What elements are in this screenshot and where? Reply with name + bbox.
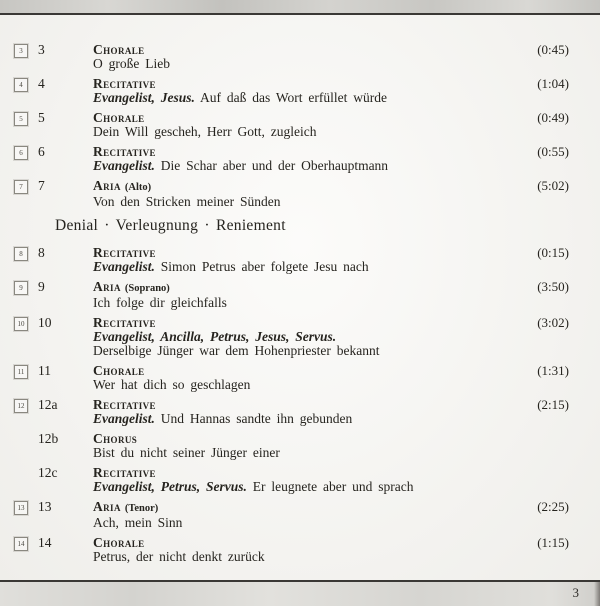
track-duration: (1:31): [537, 363, 569, 378]
track-subtitle-line: [93, 480, 503, 494]
subtitle-text: Ich folge dir gleichfalls: [93, 295, 227, 310]
track-duration: (0:49): [537, 110, 569, 125]
track-duration: (3:50): [537, 279, 569, 294]
track-number: 11: [38, 363, 51, 378]
track-voice-qualifier: (Tenor): [124, 503, 159, 514]
track-main: [93, 535, 503, 564]
track-main: [93, 178, 503, 209]
track-title-line: [93, 315, 503, 330]
subtitle-text: Auf daß das Wort erfüllet würde: [194, 90, 388, 105]
track-title: Aria: [93, 499, 121, 514]
cd-index-box: 12: [14, 399, 28, 413]
track-duration: (1:04): [537, 76, 569, 91]
track-title: Chorus: [93, 431, 138, 446]
track-row: [0, 110, 600, 139]
track-row: [0, 279, 600, 310]
index-box-cell: [14, 397, 38, 413]
track-duration: (3:02): [537, 315, 569, 330]
track-subtitle-line: [93, 446, 503, 460]
speaker-names: Evangelist, Petrus, Servus.: [93, 479, 247, 494]
cd-index-box: 11: [14, 365, 28, 379]
track-subtitle-line: [93, 330, 503, 344]
track-voice-qualifier: (Alto): [124, 182, 152, 193]
track-duration: (1:15): [537, 535, 569, 550]
track-number: 8: [38, 245, 45, 260]
cd-index-box: 6: [14, 146, 28, 160]
index-box-cell: [14, 431, 38, 447]
subtitle-text: Und Hannas sandte ihn gebunden: [154, 411, 353, 426]
index-box-cell: [14, 245, 38, 261]
track-subtitle-line: [93, 125, 503, 139]
track-title-line: [93, 499, 503, 516]
track-title-line: [93, 42, 503, 57]
track-title: Recitative: [93, 245, 156, 260]
track-number: 12c: [38, 465, 58, 480]
track-row: [0, 499, 600, 530]
subtitle-text: Petrus, der nicht denkt zurück: [93, 549, 265, 564]
cd-index-box: 10: [14, 317, 28, 331]
track-duration: (2:15): [537, 397, 569, 412]
index-box-cell: [14, 76, 38, 92]
cd-index-box: 14: [14, 537, 28, 551]
track-title-line: [93, 279, 503, 296]
track-number: 9: [38, 279, 45, 294]
cd-index-box: 8: [14, 247, 28, 261]
track-title: Aria: [93, 178, 121, 193]
track-subtitle-line: [93, 57, 503, 71]
track-title: Recitative: [93, 144, 156, 159]
index-box-cell: [14, 363, 38, 379]
track-subtitle-line: [93, 195, 503, 209]
index-box-cell: [14, 110, 38, 126]
track-number: 12a: [38, 397, 58, 412]
page-number: 3: [572, 585, 579, 600]
track-subtitle-line: [93, 516, 503, 530]
track-title-line: [93, 431, 503, 446]
track-number: 10: [38, 315, 52, 330]
subtitle-text: Derselbige Jünger war dem Hohenpriester bekannt: [93, 343, 380, 358]
track-row: [0, 76, 600, 105]
track-main: [93, 397, 503, 426]
speaker-names: Evangelist.: [93, 259, 155, 274]
track-main: [93, 499, 503, 530]
track-main: [93, 363, 503, 392]
track-main: [93, 144, 503, 173]
track-title-line: [93, 397, 503, 412]
track-title-line: [93, 76, 503, 91]
track-number: 5: [38, 110, 45, 125]
track-duration: (2:25): [537, 499, 569, 514]
speaker-names: Evangelist, Jesus.: [93, 90, 195, 105]
track-main: [93, 42, 503, 71]
track-row: [0, 431, 600, 460]
track-subtitle-line: [93, 159, 503, 173]
section-heading: Denial · Verleugnung · Reniement: [55, 217, 286, 234]
subtitle-text: Von den Stricken meiner Sünden: [93, 194, 281, 209]
subtitle-text: Er leugnete aber und sprach: [246, 479, 414, 494]
track-title-line: [93, 363, 503, 378]
subtitle-text: Die Schar aber und der Oberhauptmann: [154, 158, 389, 173]
track-number: 3: [38, 42, 45, 57]
index-box-cell: [14, 144, 38, 160]
track-subtitle-line: [93, 344, 503, 358]
track-subtitle-line: [93, 550, 503, 564]
top-rule: [0, 13, 600, 15]
cd-index-box: 13: [14, 501, 28, 515]
index-box-cell: [14, 535, 38, 551]
track-subtitle-line: [93, 412, 503, 426]
track-title: Chorale: [93, 110, 145, 125]
track-title: Recitative: [93, 397, 156, 412]
track-title: Aria: [93, 279, 121, 294]
cd-index-box: 4: [14, 78, 28, 92]
track-main: [93, 315, 503, 358]
index-box-cell: [14, 465, 38, 481]
track-subtitle-line: [93, 260, 503, 274]
subtitle-text: Bist du nicht seiner Jünger einer: [93, 445, 280, 460]
track-duration: (0:55): [537, 144, 569, 159]
subtitle-text: O große Lieb: [93, 56, 170, 71]
subtitle-text: Simon Petrus aber folgete Jesu nach: [154, 259, 369, 274]
track-title: Recitative: [93, 465, 156, 480]
speaker-names: Evangelist.: [93, 158, 155, 173]
speaker-names: Evangelist, Ancilla, Petrus, Jesus, Servus.: [93, 329, 337, 344]
track-title-line: [93, 465, 503, 480]
index-box-cell: [14, 178, 38, 194]
track-row: [0, 535, 600, 564]
track-number: 13: [38, 499, 52, 514]
index-box-cell: [14, 279, 38, 295]
track-title-line: [93, 178, 503, 195]
track-main: [93, 431, 503, 460]
index-box-cell: [14, 499, 38, 515]
track-row: [0, 397, 600, 426]
track-title: Recitative: [93, 315, 156, 330]
track-row: [0, 363, 600, 392]
track-title-line: [93, 535, 503, 550]
track-row: [0, 315, 600, 358]
track-main: [93, 465, 503, 494]
track-title-line: [93, 245, 503, 260]
subtitle-text: Ach, mein Sinn: [93, 515, 183, 530]
track-title: Chorale: [93, 363, 145, 378]
track-row: [0, 178, 600, 209]
subtitle-text: Dein Will gescheh, Herr Gott, zugleich: [93, 124, 317, 139]
track-number: 6: [38, 144, 45, 159]
subtitle-text: Wer hat dich so geschlagen: [93, 377, 251, 392]
track-title: Chorale: [93, 535, 145, 550]
track-subtitle-line: [93, 378, 503, 392]
track-number: 12b: [38, 431, 59, 446]
track-row: [0, 245, 600, 274]
track-title: Chorale: [93, 42, 145, 57]
track-title-line: [93, 144, 503, 159]
track-subtitle-line: [93, 296, 503, 310]
track-duration: (0:45): [537, 42, 569, 57]
cd-index-box: 3: [14, 44, 28, 58]
cd-index-box: 7: [14, 180, 28, 194]
index-box-cell: [14, 42, 38, 58]
cd-index-box: 9: [14, 281, 28, 295]
track-voice-qualifier: (Soprano): [124, 283, 170, 294]
track-row: [0, 42, 600, 71]
track-title-line: [93, 110, 503, 125]
track-main: [93, 110, 503, 139]
track-main: [93, 245, 503, 274]
track-subtitle-line: [93, 91, 503, 105]
scan-edge-bottom: [0, 582, 600, 606]
track-duration: (5:02): [537, 178, 569, 193]
track-number: 4: [38, 76, 45, 91]
track-title: Recitative: [93, 76, 156, 91]
track-main: [93, 76, 503, 105]
scan-shadow-right: [594, 582, 600, 606]
track-duration: (0:15): [537, 245, 569, 260]
track-row: [0, 465, 600, 494]
speaker-names: Evangelist.: [93, 411, 155, 426]
track-number: 7: [38, 178, 45, 193]
track-row: [0, 144, 600, 173]
cd-index-box: 5: [14, 112, 28, 126]
index-box-cell: [14, 315, 38, 331]
scan-edge-top: [0, 0, 600, 13]
track-main: [93, 279, 503, 310]
tracklist: [0, 42, 600, 569]
track-number: 14: [38, 535, 52, 550]
